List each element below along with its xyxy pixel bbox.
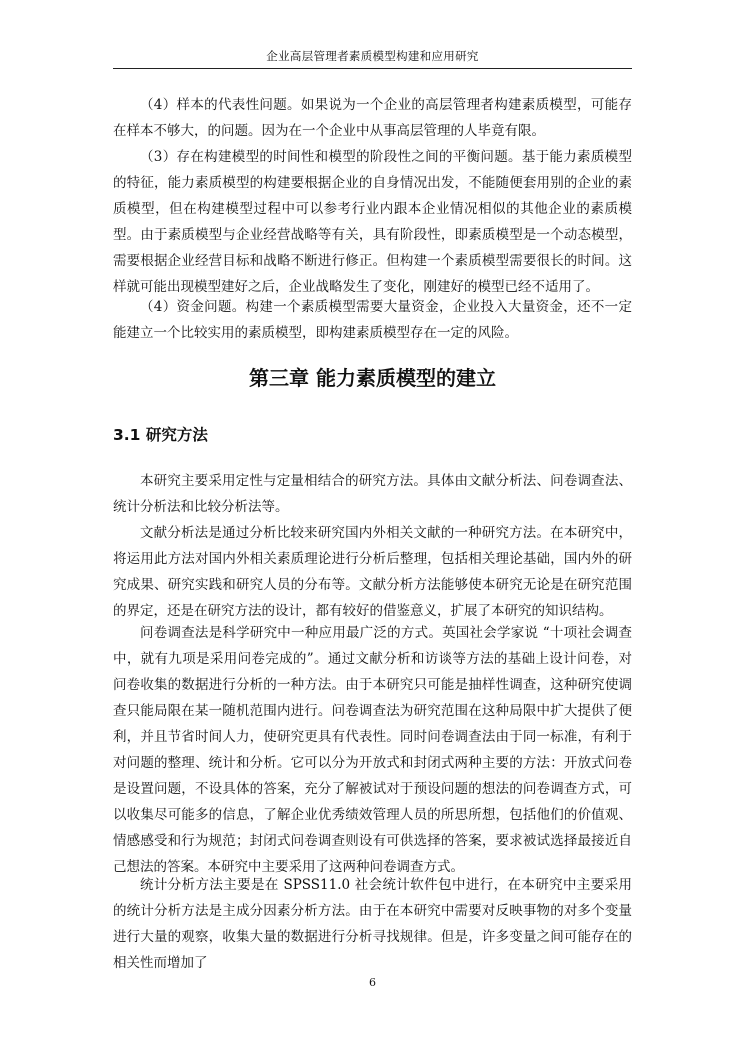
section-title: 3.1 研究方法 xyxy=(113,426,208,444)
paragraph-questionnaire-survey: 问卷调查法是科学研究中一种应用最广泛的方式。英国社会学家说 “十项社会调查中，就有九项是采用问卷完成的”。通过文献分析和访谈等方法的基础上设计问卷，对问卷收集的数据进行分析的一种方法。由于本研究只可能是抽样性调查，这种研究使调查只能局限在某一随机范围内进行。问卷调查法为研究范围在这种局限中扩大提供了便利，并且节省时间人力，使研究更具有代表性。同时问卷调查法由于同一标准，有利于对问题的整理、统计和分析。它可以分为开放式和封闭式两种主要的方法：开放式问卷是设置问题，不设具体的答案，充分了解被试对于预设问题的想法的问卷调查方式，可以收集尽可能多的信息，了解企业优秀绩效管理人员的所思所想，包括他们的价值观、情感感受和行为规范；封闭式问卷调查则设有可供选择的答案，要求被试选择最接近自己想法的答案。本研究中主要采用了这两种问卷调查方式。 xyxy=(113,625,632,875)
header-rule xyxy=(113,68,632,69)
paragraph-statistical-analysis: 统计分析方法主要是在 SPSS11.0 社会统计软件包中进行，在本研究中主要采用的统计分析方法是主成分因素分析方法。由于在本研究中需要对反映事物的对多个变量进行大量的观察，收集大量的数据进行分析寻找规律。但是，许多变量之间可能存在的相关性而增加了 xyxy=(113,877,632,971)
paragraph-literature-analysis: 文献分析法是通过分析比较来研究国内外相关文献的一种研究方法。在本研究中，将运用此方法对国内外相关素质理论进行分析后整理，包括相关理论基础，国内外的研究成果、研究实践和研究人员的分布等。文献分析方法能够使本研究无论是在研究范围的界定，还是在研究方法的设计，都有较好的借鉴意义，扩展了本研究的知识结构。 xyxy=(113,525,632,619)
paragraph-research-methods-overview: 本研究主要采用定性与定量相结合的研究方法。具体由文献分析法、问卷调查法、统计分析法和比较分析法等。 xyxy=(113,473,632,515)
paragraph-sample-representativeness: （4）样本的代表性问题。如果说为一个企业的高层管理者构建素质模型，可能存在样本不够大，的问题。因为在一个企业中从事高层管理的人毕竟有限。 xyxy=(113,97,632,139)
paragraph-funding-issue: （4）资金问题。构建一个素质模型需要大量资金，企业投入大量资金，还不一定能建立一个比较实用的素质模型，即构建素质模型存在一定的风险。 xyxy=(113,299,632,341)
chapter-title: 第三章 能力素质模型的建立 xyxy=(249,366,496,390)
running-header: 企业高层管理者素质模型构建和应用研究 xyxy=(266,49,479,63)
paragraph-model-timing-balance: （3）存在构建模型的时间性和模型的阶段性之间的平衡问题。基于能力素质模型的特征，能力素质模型的构建要根据企业的自身情况出发，不能随便套用别的企业的素质模型，但在构建模型过程中可以参考行业内跟本企业情况相似的其他企业的素质模型。由于素质模型与企业经营战略等有关，具有阶段性，即素质模型是一个动态模型，需要根据企业经营目标和战略不断进行修正。但构建一个素质模型需要很长的时间。这样就可能出现模型建好之后，企业战略发生了变化，刚建好的模型已经不适用了。 xyxy=(113,149,632,295)
page-number: 6 xyxy=(369,976,376,989)
